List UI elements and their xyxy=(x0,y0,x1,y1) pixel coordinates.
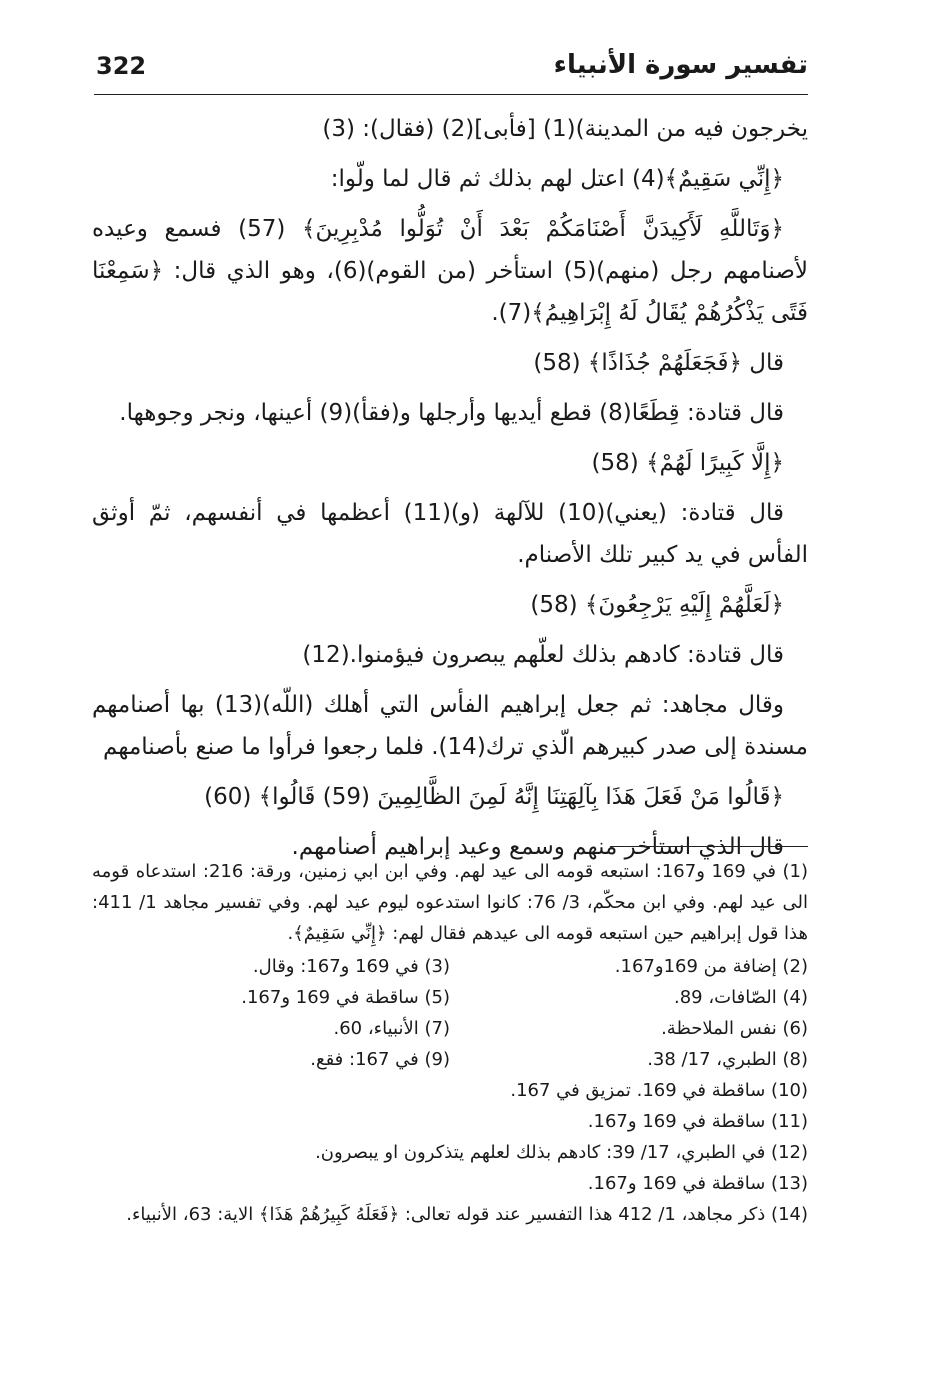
footnote-7: (7) الأنبياء، 60. xyxy=(333,1018,450,1039)
paragraph-6: ﴿إِلَّا كَبِيرًا لَهُمْ﴾ (58) xyxy=(591,450,784,476)
footnote-row xyxy=(92,982,808,1013)
footnote-row xyxy=(92,1044,808,1075)
footnote-8: (8) الطبري، 17/ 38. xyxy=(647,1049,808,1070)
footnote-2: (2) إضافة من 169و167. xyxy=(614,956,808,977)
paragraph-1: يخرجون فيه من المدينة)(1) [فأبى](2) (فقال): (3) xyxy=(322,116,808,142)
running-title: تفسير سورة الأنبياء xyxy=(553,50,808,80)
paragraph-9: قال قتادة: كادهم بذلك لعلّهم يبصرون فيؤمنوا.(12) xyxy=(302,642,784,668)
paragraph-3: ﴿وَتَاللَّهِ لَأَكِيدَنَّ أَصْنَامَكُمْ بَعْدَ أَنْ تُوَلُّوا مُدْبِرِينَ﴾ (57) فسمع وعيده لأصنامهم رجل (منهم)(5) استأخر (من القوم)(6)، وهو الذي قال: ﴿سَمِعْنَا فَتًى يَذْكُرُهُمْ يُقَالُ لَهُ إِبْرَاهِيمُ﴾(7). xyxy=(92,216,808,326)
paragraph-2: ﴿إِنِّي سَقِيمٌ﴾(4) اعتل لهم بذلك ثم قال لما ولّوا: xyxy=(330,166,784,192)
footnote-row xyxy=(92,1013,808,1044)
paragraph-8: ﴿لَعَلَّهُمْ إِلَيْهِ يَرْجِعُونَ﴾ (58) xyxy=(530,592,784,618)
footnote-13: (13) ساقطة في 169 و167. xyxy=(587,1173,808,1194)
main-text xyxy=(92,108,808,876)
footnote-9: (9) في 167: فقع. xyxy=(310,1049,450,1070)
paragraph-7: قال قتادة: (يعني)(10) للآلهة (و)(11) أعظمها في أنفسهم، ثمّ أوثق الفأس في يد كبير تلك الأصنام. xyxy=(92,500,808,568)
footnotes xyxy=(92,856,808,1230)
header-rule xyxy=(94,94,808,95)
footnote-5: (5) ساقطة في 169 و167. xyxy=(241,987,450,1008)
footnote-6: (6) نفس الملاحظة. xyxy=(661,1018,808,1039)
paragraph-11: ﴿قَالُوا مَنْ فَعَلَ هَذَا بِآلِهَتِنَا إِنَّهُ لَمِنَ الظَّالِمِينَ (59) قَالُوا﴾ (60) xyxy=(204,784,784,810)
footnote-14: (14) ذكر مجاهد، 1/ 412 هذا التفسير عند قوله تعالى: ﴿فَعَلَهُ كَبِيرُهُمْ هَذَا﴾ الاية: 63، الأنبياء. xyxy=(126,1204,808,1225)
paragraph-10: وقال مجاهد: ثم جعل إبراهيم الفأس التي أهلك (اللّه)(13) بها أصنامهم مسندة إلى صدر كبيرهم الّذي ترك(14). فلما رجعوا فرأوا ما صنع بأصنامهم xyxy=(92,692,808,760)
footnote-11: (11) ساقطة في 169 و167. xyxy=(587,1111,808,1132)
footnote-1: (1) في 169 و167: استبعه قومه الى عيد لهم. وفي ابن ابي زمنين، ورقة: 216: استدعاه قومه الى عيد لهم. وفي ابن محكّم، 3/ 76: كانوا استدعوه ليوم عيد لهم. وفي تفسير مجاهد 1/ 411: هذا قول إبراهيم حين استبعه قومه الى عيدهم فقال لهم: ﴿إِنِّي سَقِيمٌ﴾. xyxy=(92,861,808,944)
footnote-row xyxy=(92,951,808,982)
page-number: 322 xyxy=(96,52,147,80)
footnote-4: (4) الصّافات، 89. xyxy=(673,987,808,1008)
paragraph-12: قال الذي استأخر منهم وسمع وعيد إبراهيم أصنامهم. xyxy=(291,834,784,860)
footnote-12: (12) في الطبري، 17/ 39: كادهم بذلك لعلهم يتذكرون او يبصرون. xyxy=(315,1142,808,1163)
footnote-3: (3) في 169 و167: وقال. xyxy=(252,956,450,977)
footnote-10: (10) ساقطة في 169. تمزيق في 167. xyxy=(510,1080,808,1101)
paragraph-5: قال قتادة: قِطَعًا(8) قطع أيديها وأرجلها و(فقأ)(9) أعينها، ونجر وجوهها. xyxy=(119,400,784,426)
footnote-rule xyxy=(610,846,808,847)
paragraph-4: قال ﴿فَجَعَلَهُمْ جُذَاذًا﴾ (58) xyxy=(533,350,784,376)
